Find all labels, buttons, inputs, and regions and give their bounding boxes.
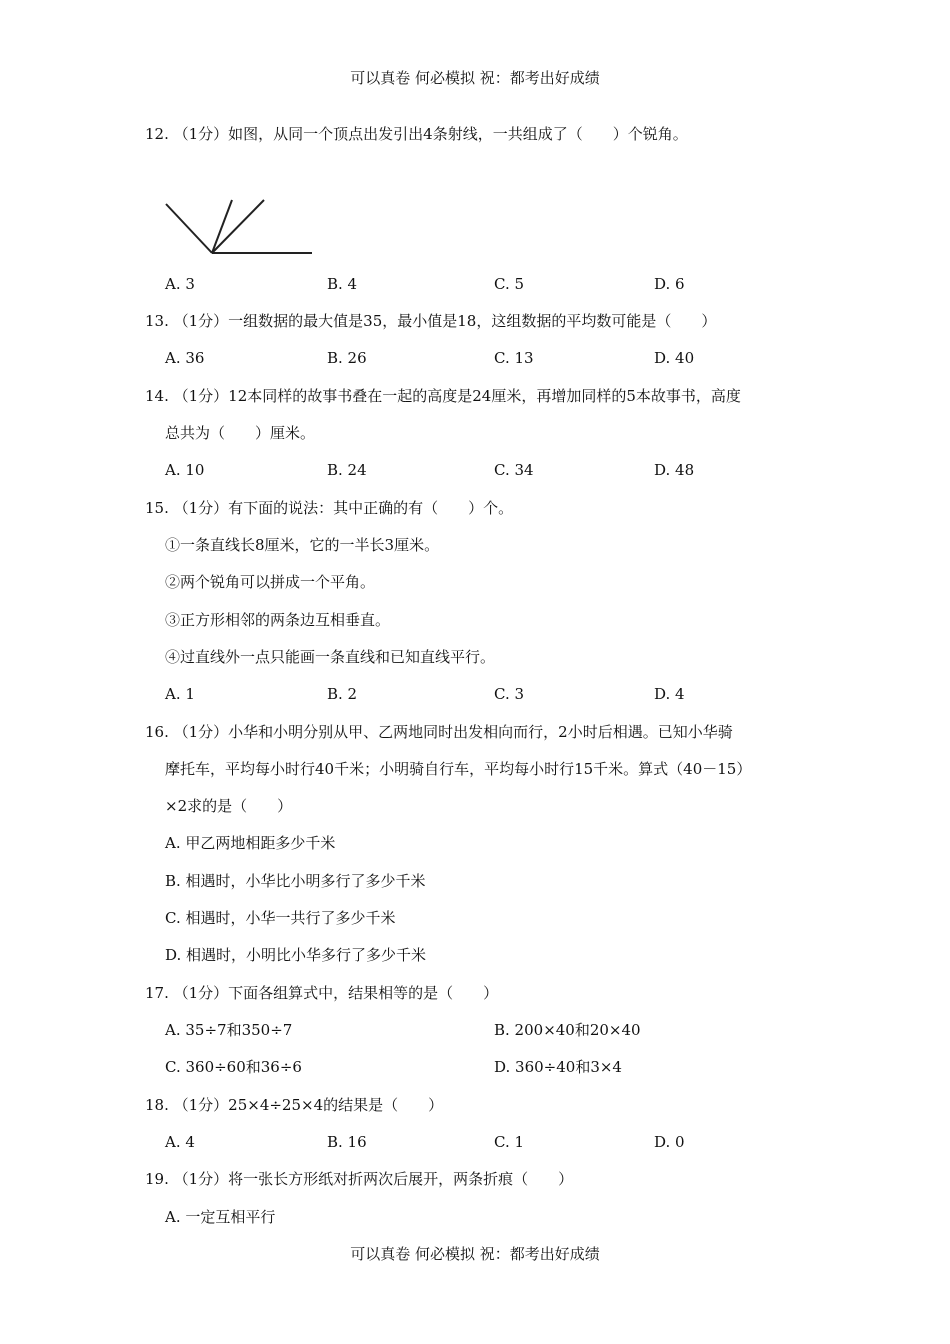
q18-option-c: C. 1: [494, 1133, 525, 1151]
q12-option-d: D. 6: [654, 275, 685, 293]
q16-option-c: C. 相遇时，小华一共行了多少千米: [165, 909, 396, 927]
q15-statement-4: ④过直线外一点只能画一条直线和已知直线平行。: [165, 648, 496, 666]
q12-option-b: B. 4: [327, 275, 358, 293]
q15-statement-1: ①一条直线长8厘米，它的一半长3厘米。: [165, 536, 440, 554]
q18-option-a: A. 4: [165, 1133, 195, 1151]
q14-option-a: A. 10: [165, 461, 205, 479]
q17-option-d: D. 360÷40和3×4: [494, 1058, 622, 1076]
q15-option-a: A. 1: [165, 685, 195, 703]
question-14-line2: 总共为（ ）厘米。: [165, 424, 316, 442]
question-16-line3: ×2求的是（ ）: [165, 797, 293, 815]
q18-option-b: B. 16: [327, 1133, 367, 1151]
ray-middle: [212, 200, 232, 253]
question-19-text: 19. （1分）将一张长方形纸对折两次后展开，两条折痕（ ）: [145, 1170, 574, 1188]
ray-right: [212, 200, 264, 253]
q16-option-a: A. 甲乙两地相距多少千米: [165, 834, 336, 852]
page-header: 可以真卷 何必模拟 祝：都考出好成绩: [350, 69, 600, 87]
q14-option-c: C. 34: [494, 461, 534, 479]
question-14-line1: 14. （1分）12本同样的故事书叠在一起的高度是24厘米，再增加同样的5本故事书，高度: [145, 387, 741, 405]
q13-option-a: A. 36: [165, 349, 205, 367]
question-15-text: 15. （1分）有下面的说法：其中正确的有（ ）个。: [145, 499, 514, 517]
q14-option-d: D. 48: [654, 461, 695, 479]
page-footer: 可以真卷 何必模拟 祝：都考出好成绩: [350, 1245, 600, 1263]
q12-option-a: A. 3: [165, 275, 195, 293]
q16-option-b: B. 相遇时，小华比小明多行了多少千米: [165, 872, 426, 890]
q12-option-c: C. 5: [494, 275, 525, 293]
q14-option-b: B. 24: [327, 461, 367, 479]
q15-option-d: D. 4: [654, 685, 685, 703]
q17-option-c: C. 360÷60和36÷6: [165, 1058, 302, 1076]
q17-option-a: A. 35÷7和350÷7: [165, 1021, 293, 1039]
question-13-text: 13. （1分）一组数据的最大值是35，最小值是18，这组数据的平均数可能是（ ）: [145, 312, 717, 330]
question-12-text: 12. （1分）如图，从同一个顶点出发引出4条射线，一共组成了（ ）个锐角。: [145, 125, 688, 143]
q15-option-c: C. 3: [494, 685, 525, 703]
rays-figure: [160, 192, 320, 262]
ray-left: [166, 204, 212, 253]
q17-option-b: B. 200×40和20×40: [494, 1021, 641, 1039]
question-17-text: 17. （1分）下面各组算式中，结果相等的是（ ）: [145, 984, 499, 1002]
q16-option-d: D. 相遇时，小明比小华多行了多少千米: [165, 946, 427, 964]
q13-option-d: D. 40: [654, 349, 695, 367]
q13-option-c: C. 13: [494, 349, 534, 367]
q19-option-a: A. 一定互相平行: [165, 1208, 276, 1226]
question-18-text: 18. （1分）25×4÷25×4的结果是（ ）: [145, 1096, 444, 1114]
question-16-line2: 摩托车，平均每小时行40千米；小明骑自行车，平均每小时行15千米。算式（40－15）: [165, 760, 752, 778]
q15-statement-2: ②两个锐角可以拼成一个平角。: [165, 573, 376, 591]
q15-statement-3: ③正方形相邻的两条边互相垂直。: [165, 611, 391, 629]
q15-option-b: B. 2: [327, 685, 358, 703]
question-16-line1: 16. （1分）小华和小明分别从甲、乙两地同时出发相向而行，2小时后相遇。已知小华骑: [145, 723, 733, 741]
q18-option-d: D. 0: [654, 1133, 685, 1151]
q13-option-b: B. 26: [327, 349, 367, 367]
